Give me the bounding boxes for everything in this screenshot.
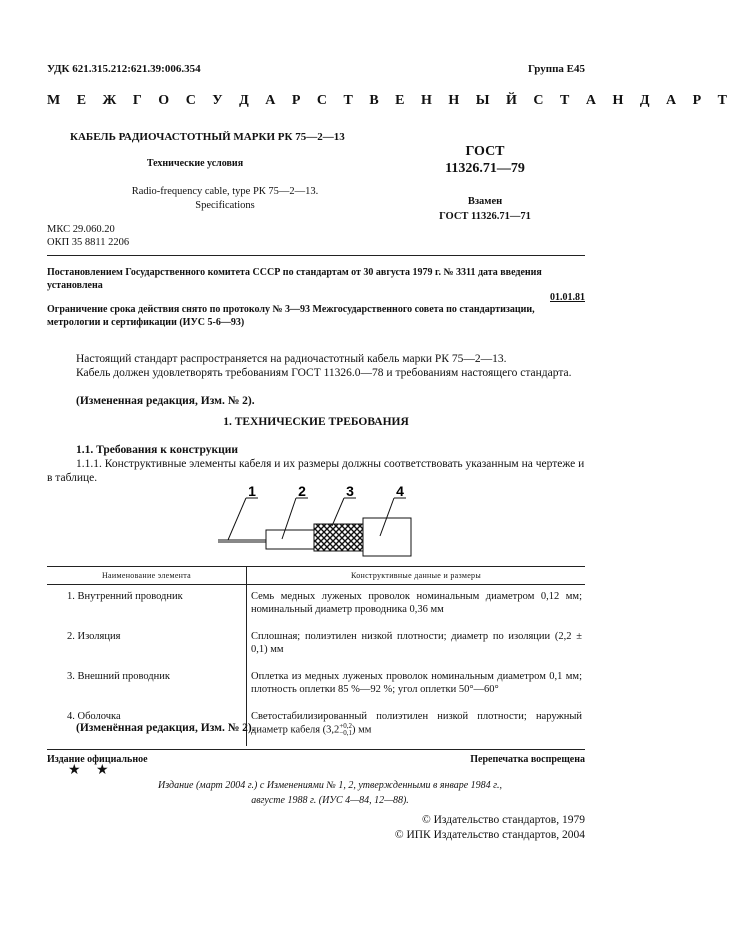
tolerance bbox=[339, 723, 352, 737]
paragraph-requirements: Кабель должен удовлетворять требованиям ГОСТ 11326.0—78 и требованиям настоящего стандарта. bbox=[76, 367, 572, 379]
row-name: 4. Оболочка bbox=[67, 711, 121, 722]
braid-shape bbox=[314, 524, 364, 551]
row-name: 1. Внутренний проводник bbox=[67, 591, 183, 602]
group-code: Группа Е45 bbox=[527, 63, 585, 75]
drawing-label-3: 3 bbox=[346, 483, 354, 499]
classification-codes bbox=[47, 223, 129, 249]
english-title-line2: Specifications bbox=[195, 200, 255, 211]
drawing-label-4: 4 bbox=[396, 483, 404, 499]
subsection-heading: 1.1. Требования к конструкции bbox=[76, 444, 238, 456]
edition-line2: августе 1988 г. (ИУС 4—84, 12—88). bbox=[251, 795, 409, 806]
row-data bbox=[247, 705, 586, 746]
footer-divider bbox=[47, 749, 585, 750]
stars-mark: ★ ★ bbox=[68, 763, 115, 778]
table-row bbox=[47, 665, 585, 705]
construction-table bbox=[47, 566, 585, 746]
replaces-block bbox=[430, 194, 540, 224]
mks-code: МКС 29.060.20 bbox=[47, 224, 115, 235]
gost-number: 11326.71—79 bbox=[445, 161, 525, 176]
paragraph-scope: Настоящий стандарт распространяется на радиочастотный кабель марки РК 75—2—13. bbox=[76, 353, 507, 365]
edit-note: (Измененная редакция, Изм. № 2). bbox=[76, 395, 255, 407]
table-header-row bbox=[47, 567, 585, 585]
copyright-2004: © ИПК Издательство стандартов, 2004 bbox=[394, 829, 585, 841]
reprint-notice: Перепечатка воспрещена bbox=[470, 754, 585, 765]
row-data-main: Светостабилизированный полиэтилен низкой плотности; наружный диаметр кабеля (3,2 bbox=[251, 711, 582, 736]
table-row bbox=[47, 625, 585, 665]
gost-number-block bbox=[430, 143, 540, 177]
row-data-end: ) мм bbox=[352, 724, 372, 736]
edit-note-2: (Изменённая редакция, Изм. № 2). bbox=[76, 722, 255, 734]
udk-code: УДК 621.315.212:621.39:006.354 bbox=[47, 63, 201, 75]
copyright-1979: © Издательство стандартов, 1979 bbox=[421, 814, 585, 826]
limit-text: Ограничение срока действия снято по протоколу № 3—93 Межгосударственного совета по стандартизации, метрологии и сертификации (ИУС 5-6—93) bbox=[47, 304, 535, 328]
row-data: Сплошная; полиэтилен низкой плотности; диаметр по изоляции (2,2 ± 0,1) мм bbox=[247, 625, 586, 665]
edition-line1: Издание (март 2004 г.) с Изменениями № 1, 2, утвержденными в январе 1984 г., bbox=[158, 780, 502, 791]
cable-drawing bbox=[210, 484, 430, 556]
row-name: 3. Внешний проводник bbox=[67, 671, 170, 682]
header-element-name: Наименование элемента bbox=[47, 567, 247, 585]
drawing-label-1: 1 bbox=[248, 483, 256, 499]
gost-label: ГОСТ bbox=[465, 144, 505, 159]
official-edition: Издание официальное bbox=[47, 754, 148, 765]
document-title: КАБЕЛЬ РАДИОЧАСТОТНЫЙ МАРКИ РК 75—2—13 bbox=[70, 131, 345, 143]
decree-text: Постановлением Государственного комитета СССР по стандартам от 30 августа 1979 г. № 3311 дата введения установлена bbox=[47, 267, 542, 291]
drawing-label-2: 2 bbox=[298, 483, 306, 499]
english-title bbox=[110, 185, 340, 213]
tolerance-upper: +0,2 bbox=[339, 722, 353, 730]
paragraph-construction: 1.1.1. Конструктивные элементы кабеля и их размеры должны соответствовать указанным на чертеже и в таблице. bbox=[47, 458, 585, 484]
introduction-date: 01.01.81 bbox=[550, 292, 585, 303]
table-row bbox=[47, 585, 585, 626]
divider bbox=[47, 255, 585, 256]
standard-banner: М Е Ж Г О С У Д А Р С Т В Е Н Н Ы Й С Т А Н Д А Р Т bbox=[47, 93, 734, 108]
replaces-number: ГОСТ 11326.71—71 bbox=[439, 211, 531, 222]
row-name: 2. Изоляция bbox=[67, 631, 121, 642]
insulation-shape bbox=[266, 530, 316, 549]
english-title-line1: Radio-frequency cable, type РК 75—2—13. bbox=[131, 186, 319, 197]
header-element-data: Конструктивные данные и размеры bbox=[247, 567, 586, 585]
edition-info bbox=[100, 778, 560, 808]
tolerance-lower: −0,1 bbox=[339, 729, 353, 737]
document-subtitle: Технические условия bbox=[146, 158, 244, 169]
okp-code: ОКП 35 8811 2206 bbox=[47, 237, 130, 248]
jacket-shape bbox=[363, 518, 411, 556]
row-data: Семь медных луженых проволок номинальным диаметром 0,12 мм; номинальный диаметр проводника 0,36 мм bbox=[247, 585, 586, 626]
section-heading: 1. ТЕХНИЧЕСКИЕ ТРЕБОВАНИЯ bbox=[223, 416, 409, 428]
row-data: Оплетка из медных луженых проволок номинальным диаметром 0,1 мм; плотность оплетки 85 %—92 %; угол оплетки 50°—60° bbox=[247, 665, 586, 705]
replaces-label: Взамен bbox=[467, 196, 503, 207]
